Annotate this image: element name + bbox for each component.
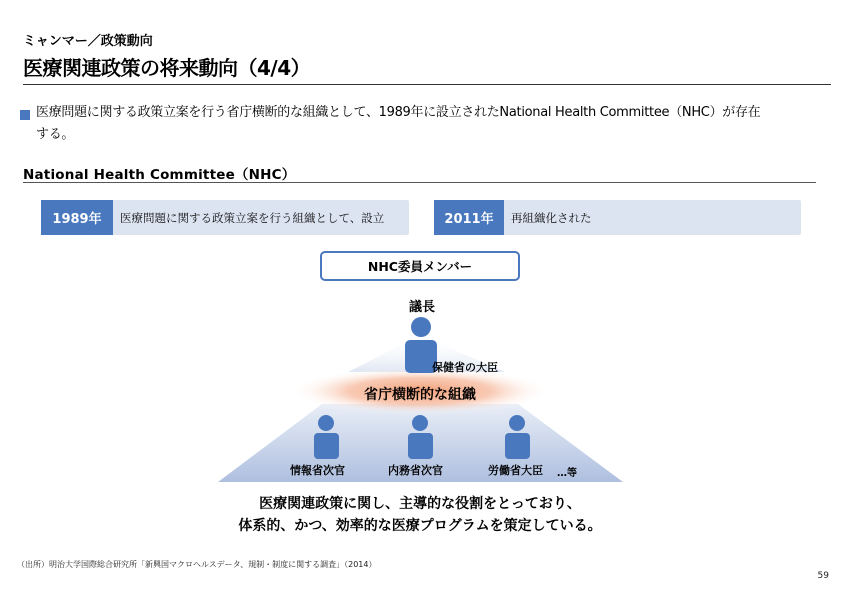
page-number: 59: [817, 571, 829, 581]
member-label: 内務省次官: [388, 464, 443, 477]
conclusion-line1: 医療関連政策に関し、主導的な役割をとっており、: [259, 496, 581, 512]
member-label: 情報省次官: [290, 464, 345, 477]
conclusion-line2: 体系的、かつ、効率的な医療プログラムを策定している。: [238, 518, 602, 534]
timeline-year: 1989年: [41, 200, 113, 235]
cross-ministry-label: 省庁横断的な組織: [364, 387, 476, 403]
timeline-description: 医療問題に関する政策立案を行う組織として、設立: [120, 210, 385, 225]
source-note: （出所）明治大学国際総合研究所「新興国マクロヘルスデータ、規制・制度に関する調査」（2014）: [17, 560, 377, 569]
timeline-description: 再組織化された: [511, 210, 592, 225]
page-subtitle: ミャンマー／政策動向: [23, 34, 153, 49]
timeline-year: 2011年: [434, 200, 504, 235]
members-title-box: NHC委員メンバー: [320, 251, 520, 281]
page-title: 医療関連政策の将来動向（4/4）: [23, 56, 311, 80]
chair-role-label: 保健省の大臣: [432, 361, 498, 374]
chair-label: 議長: [408, 300, 435, 315]
member-label: 労働省大臣: [488, 464, 543, 477]
section-heading: National Health Committee（NHC）: [23, 167, 296, 183]
conclusion-text: [200, 493, 640, 537]
members-etc-label: …等: [557, 468, 577, 479]
bullet-text-line2: する。: [36, 127, 75, 142]
bullet-text-line1: 医療問題に関する政策立案を行う省庁横断的な組織として、1989年に設立されたNational Health Committee（NHC）が存在: [36, 105, 761, 120]
